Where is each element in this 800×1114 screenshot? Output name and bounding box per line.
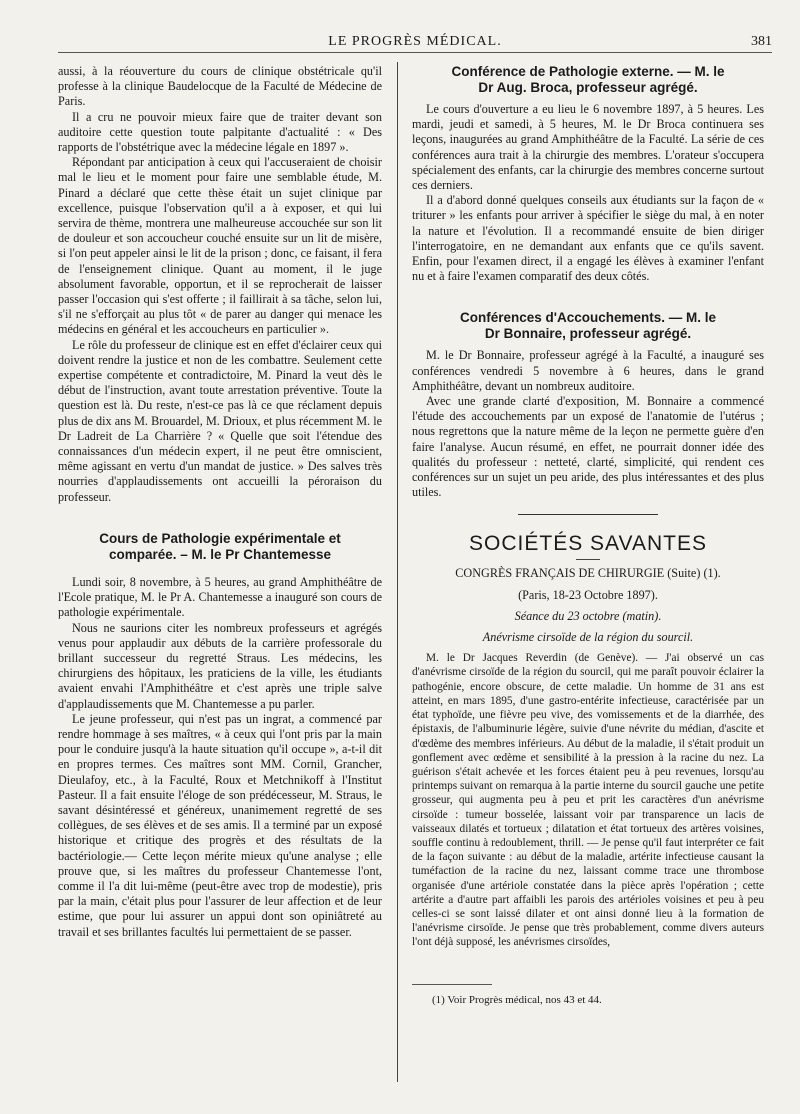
footnote: (1) Voir Progrès médical, nos 43 et 44. — [432, 993, 602, 1006]
heading-line: Conférence de Pathologie externe. — M. le — [451, 64, 725, 79]
section-heading-bonnaire — [412, 310, 764, 342]
congress-dates: (Paris, 18-23 Octobre 1897). — [518, 587, 658, 602]
title-rule — [576, 559, 600, 560]
paragraph: Nous ne saurions citer les nombreux professeurs et agrégés venus pour applaudir aux débuts de la carrière professorale du brillant successeur du regretté Straus. Les médecins, les chirurgiens des hôpitaux, les praticiens de la ville, les étudiants avaient envahi l'Amphithéâtre et c'est après une triple salve d'applaudissements que M. Chantemesse a pu parler. — [58, 620, 382, 711]
heading-line: Cours de Pathologie expérimentale et — [99, 530, 341, 546]
section-title-societes: SOCIÉTÉS SAVANTES — [469, 532, 707, 556]
paragraph: M. le Dr Bonnaire, professeur agrégé à la Faculté, a inauguré ses conférences vendredi 5 novembre à 6 heures, dans le grand Amphithéâtre, devant un nombreux auditoire. — [412, 348, 764, 393]
running-header — [58, 34, 772, 53]
paragraph: Le rôle du professeur de clinique est en effet d'éclairer ceux qui doivent rendre la justice et non de les combattre. Seulement cette expertise compétente et contradictoire, M. Pinard la veut dès le début de l'instruction, avant toute arrestation préventive. Toute la question est là. Du reste, n'est-ce pas là ce que réclament depuis plus de dix ans M. Brouardel, M. Drioux, et plus récemment M. le Dr Ladreit de La Charrière ? « Quelle que soit l'étendue des connaissances d'un médecin expert, il ne peut être omniscient, même agissant en vertu d'un mandat de justice. » Des salves très nourries d'applaudissements ont accueilli la péroraison du professeur. — [58, 337, 382, 504]
paragraph: M. le Dr Jacques Reverdin (de Genève). — J'ai observé un cas d'anévrisme cirsoïde de la région du sourcil, qui me paraît pouvoir éclairer la pathogénie, encore obscure, de cette maladie. Un homme de 31 ans est atteint, en mars 1895, d'une gastro-entérite infectieuse, caractérisée par un état typhoïde, une fièvre peu vive, des vomissements et de la diarrhée, des épistaxis, de l'albuminurie légère, suivie d'une névrite du médian, d'ascite et d'œdème des membres inférieurs. Au début de la maladie, il s'était produit un gonflement avec œdème et sensibilité à la pression à la racine du nez. La guérison s'était achevée et les forces étaient peu à peu revenues, lorsqu'au printemps suivant on remarqua à la partie interne du sourcil gauche une petite grosseur, qui augmenta peu à peu et prit les caractères d'un anévrisme cirsoïde : tumeur bosselée, laissant voir par transparence un lacis de vaisseaux dilatés et tortueux ; dilatation et état tortueux des artères voisines, souffle continu à redoublement, thrill. — Je pense qu'il faut interpréter ce fait de la façon suivante : au début de la maladie, artérite infectieuse causant la tuméfaction de la racine du nez, laissant comme trace une thrombose organisée d'une artériole constatée dans la pièce après l'opération ; cette artérite a d'autre part affaibli les parois des artérioles voisines et peu à peu celles-ci se sont laissé dilater et ont ainsi donné lieu à la formation de l'anévrisme cirsoïde. Je pense que très probablement, comme divers auteurs l'ont déjà supposé, les anévrismes cirsoïdes, — [412, 652, 764, 949]
paragraph: Avec une grande clarté d'exposition, M. Bonnaire a commencé l'étude des accouchements par un exposé de l'anatomie de l'utérus ; nous regrettons que la nature même de la leçon ne permette guère d'en faire l'analyse. Aucun résumé, en effet, ne pourrait donner idée des qualités du professeur : netteté, clarté, simplicité, qui rendent ces conférences sur un sujet un peu aride, des plus intéressantes et des plus utiles. — [412, 394, 764, 500]
paragraph: Répondant par anticipation à ceux qui l'accuseraient de choisir mal le lieu et le moment pour faire une semblable étude, M. Pinard a déclaré que cette thèse était un sujet clinique par excellence, puisque l'observation qu'il a à exposer, et qui lui servira de thème, montrera une malheureuse accouchée sur son lit de douleur et son accoucheur couché ensuite sur un lit de misère, si l'on peut appeler ainsi le lit de la prison ; donc, ce faisant, il fera de l'enseignement clinique. Quant au moment, il le juge absolument favorable, opportun, et il se reprocherait de laisser passer l'occasion qui s'est offerte ; il faillirait à sa tâche, selon lui, s'il ne s'efforçait au plus tôt « de parer au danger qui menace les médecins en général et les accoucheurs en particulier ». — [58, 155, 382, 337]
heading-line: Conférences d'Accouchements. — M. le — [459, 310, 717, 326]
paragraph: Le cours d'ouverture a eu lieu le 6 novembre 1897, à 5 heures. Les mardi, jeudi et samedi, à 5 heures, M. le Dr Broca continuera ses leçons, inaugurées au grand Amphithéâtre de la Faculté. La série de ces conférences aura trait à la chirurgie des membres. L'orateur s'occupera spécialement des enfants, car la chirurgie des membres concerne surtout ces derniers. — [412, 102, 764, 193]
page-number: 381 — [751, 34, 772, 49]
topic-label: Anévrisme cirsoïde de la région du sourcil. — [482, 630, 694, 645]
paragraph: Lundi soir, 8 novembre, à 5 heures, au grand Amphithéâtre de l'Ecole pratique, M. le Pr A. Chantemesse a inauguré son cours de pathologie expérimentale. — [58, 574, 382, 620]
paragraph: aussi, à la réouverture du cours de clinique obstétricale qu'il professe à la clinique Baudelocque de la Faculté de Médecine de Paris. — [58, 64, 382, 109]
paragraph: Il a d'abord donné quelques conseils aux étudiants sur la façon de « triturer » les enfants pour arriver à spécifier le siège du mal, à en noter la nature et l'évolution. Il a recommandé ensuite de bien diriger l'interrogatoire, en ne demandant aux enfants que ce qu'ils savent. Enfin, pour l'examen direct, il a engagé les élèves à examiner l'enfant nu et à faire l'examen comparatif des deux côtés. — [412, 193, 764, 284]
left-column — [58, 64, 382, 940]
paragraph: Le jeune professeur, qui n'est pas un ingrat, a commencé par rendre hommage à ses maîtres, « à ceux qui l'ont pris par la main pour le conduire jusqu'à la haute situation qu'il occupe », a-t-il dit en propres termes. Ces maîtres sont MM. Cornil, Grancher, Dieulafoy, etc., à la Faculté, Roux et Metchnikoff à l'Institut Pasteur. Il a fait ensuite l'éloge de son prédécesseur, M. Straus, le savant désintéressé et généreux, unanimement regretté de ses collègues, de ses élèves et de ses amis. Il a terminé par un exposé historique et critique des progrès et des résultats de la bactériologie.— Cette leçon mérite mieux qu'une analyse ; elle prouve que, si les maîtres du professeur Chantemesse l'ont, comme il l'a dit lui-même (peut-être avec trop de modestie), pris par la main, c'était plus pour l'assurer de leur affection et de leur estime, que pour lui assurer un appui dont son opiniâtreté au travail et ses brillantes facultés lui permettaient de se passer. — [58, 711, 382, 939]
heading-line: comparée. – M. le Pr Chantemesse — [108, 546, 332, 562]
heading-line: Dr Bonnaire, professeur agrégé. — [484, 326, 692, 342]
right-column — [412, 64, 764, 1008]
heading-line: Dr Aug. Broca, professeur agrégé. — [478, 80, 698, 95]
column-divider — [397, 62, 398, 1082]
paragraph: Il a cru ne pouvoir mieux faire que de traiter devant son auditoire cette question toute palpitante d'actualité : « Des rapports de l'obstétrique avec la médecine légale en 1897 ». — [58, 109, 382, 155]
section-heading-broca — [412, 64, 764, 96]
session-label: Séance du 23 octobre (matin). — [514, 608, 662, 623]
section-heading-chantemesse — [58, 531, 382, 563]
section-divider — [518, 514, 658, 515]
congress-title: CONGRÈS FRANÇAIS DE CHIRURGIE (Suite) (1). — [455, 566, 721, 581]
journal-title: LE PROGRÈS MÉDICAL. — [328, 34, 502, 49]
footnote-rule — [412, 984, 492, 985]
